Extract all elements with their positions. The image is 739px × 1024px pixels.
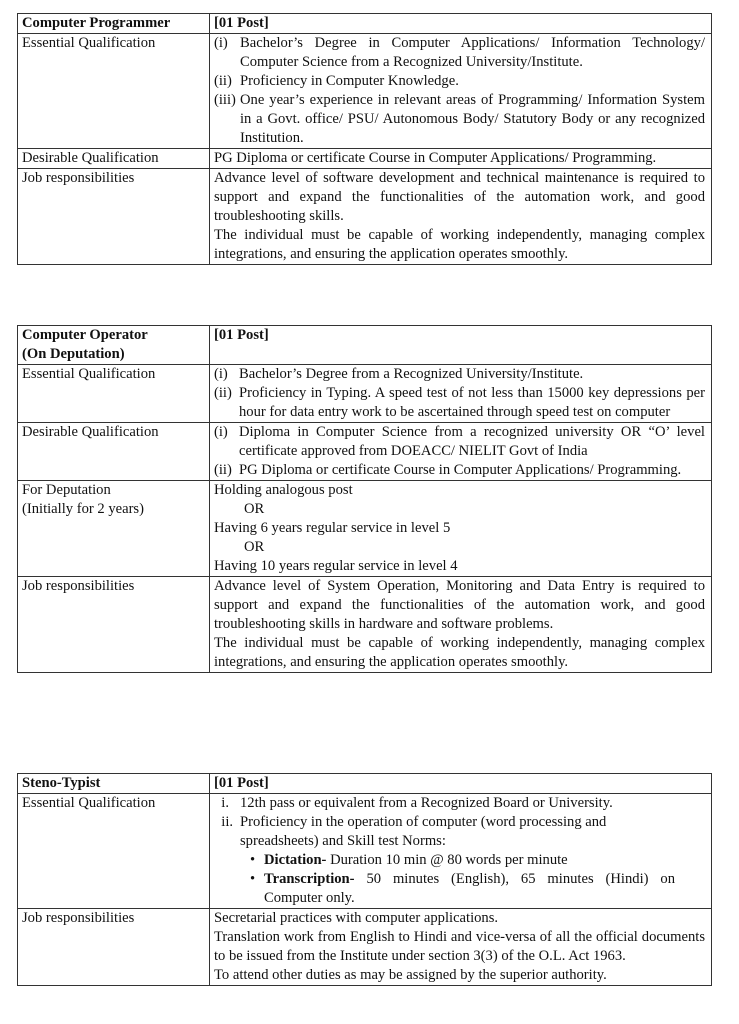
bullet-detail: Duration 10 min @ 80 words per minute <box>326 852 568 868</box>
deputation-label-line: For Deputation <box>22 482 111 498</box>
item-number: (i) <box>214 424 239 440</box>
bullet-item <box>250 870 705 908</box>
item-number: (i) <box>214 35 228 51</box>
list-item <box>214 384 705 422</box>
item-text: Bachelor’s Degree from a Recognized University/Institute. <box>239 366 584 382</box>
post-count: [01 Post] <box>210 14 712 34</box>
deputation-line: Having 10 years regular service in level 4 <box>214 558 458 574</box>
item-number: (ii) <box>214 73 232 89</box>
list-item <box>214 461 705 480</box>
computer-programmer-table <box>17 13 712 265</box>
paragraph: Advance level of software development and technical maintenance is required to support and expand the functionalities of the automation work, and good troubleshooting skills. <box>214 170 705 224</box>
bullet-text <box>264 851 568 870</box>
list-item <box>214 91 705 148</box>
item-text: Proficiency in the operation of computer (word processing and spreadsheets) and Skill test Norms: <box>240 814 607 849</box>
job-responsibilities-text <box>210 577 712 673</box>
post-count: [01 Post] <box>210 774 712 794</box>
desirable-qualification-label: Desirable Qualification <box>18 423 210 481</box>
essential-qualification-list <box>210 794 712 909</box>
item-number: (ii) <box>214 462 236 478</box>
post-title-line: (On Deputation) <box>22 346 125 362</box>
list-item <box>214 34 705 72</box>
steno-typist-table <box>17 773 712 986</box>
post-title-line: Computer Operator <box>22 327 148 343</box>
post-title <box>18 326 210 365</box>
item-text: Proficiency in Computer Knowledge. <box>240 73 459 89</box>
essential-qualification-list <box>210 34 712 149</box>
item-text: Diploma in Computer Science from a recognized university OR “O’ level certificate approved from DOEACC/ NIELIT Govt of India <box>239 424 705 459</box>
job-responsibilities-text <box>210 169 712 265</box>
paragraph: Translation work from English to Hindi and vice-versa of all the official documents to be issued from the Institute under section 3(3) of the O.L. Act 1963. <box>214 929 705 964</box>
job-responsibilities-label: Job responsibilities <box>18 909 210 986</box>
item-number: (ii) <box>214 385 236 401</box>
bullet-term: Dictation- <box>264 852 327 868</box>
bullet-item <box>250 851 705 870</box>
or-separator: OR <box>244 539 265 555</box>
job-responsibilities-label: Job responsibilities <box>18 577 210 673</box>
list-item <box>214 813 705 851</box>
list-item <box>214 365 705 384</box>
post-title: Steno-Typist <box>18 774 210 794</box>
essential-qualification-list <box>210 365 712 423</box>
desirable-qualification-text: PG Diploma or certificate Course in Computer Applications/ Programming. <box>210 149 712 169</box>
deputation-line: Holding analogous post <box>214 482 353 498</box>
list-item <box>214 423 705 461</box>
essential-qualification-label: Essential Qualification <box>18 34 210 149</box>
item-text: PG Diploma or certificate Course in Computer Applications/ Programming. <box>239 462 682 478</box>
post-title: Computer Programmer <box>18 14 210 34</box>
job-responsibilities-label: Job responsibilities <box>18 169 210 265</box>
deputation-label-line: (Initially for 2 years) <box>22 501 144 517</box>
paragraph: The individual must be capable of working independently, managing complex integrations, and ensuring the application operates smoothly. <box>214 635 705 670</box>
bullet-icon: • <box>250 852 256 868</box>
essential-qualification-label: Essential Qualification <box>18 794 210 909</box>
deputation-text <box>210 481 712 577</box>
desirable-qualification-list <box>210 423 712 481</box>
item-text: 12th pass or equivalent from a Recognized Board or University. <box>240 795 613 811</box>
item-text: Proficiency in Typing. A speed test of not less than 15000 key depressions per hour for data entry work to be ascertained through speed test on computer <box>239 385 705 420</box>
desirable-qualification-label: Desirable Qualification <box>18 149 210 169</box>
or-separator: OR <box>244 501 265 517</box>
item-number: (iii) <box>214 92 236 108</box>
bullet-icon: • <box>250 871 256 887</box>
list-item <box>214 794 705 813</box>
paragraph: Advance level of System Operation, Monitoring and Data Entry is required to support and expand the functionalities of the automation work, and good troubleshooting skills in hardware and software problems. <box>214 578 705 632</box>
deputation-line: Having 6 years regular service in level 5 <box>214 520 451 536</box>
item-text: Bachelor’s Degree in Computer Applications/ Information Technology/ Computer Science from a Recognized University/Institute. <box>240 35 705 70</box>
post-count: [01 Post] <box>210 326 712 365</box>
item-text: One year’s experience in relevant areas of Programming/ Information System in a Govt. office/ PSU/ Autonomous Body/ Statutory Body or any recognized Institution. <box>240 92 705 146</box>
job-responsibilities-text <box>210 909 712 986</box>
bullet-detail: 50 minutes (English), 65 minutes (Hindi) on Computer only. <box>264 871 675 906</box>
essential-qualification-label: Essential Qualification <box>18 365 210 423</box>
item-number: (i) <box>214 366 232 382</box>
paragraph: To attend other duties as may be assigned by the superior authority. <box>214 967 607 983</box>
computer-operator-table <box>17 325 712 673</box>
list-item <box>214 72 705 91</box>
bullet-term: Transcription- <box>264 871 355 887</box>
paragraph: Secretarial practices with computer applications. <box>214 910 499 926</box>
item-number: ii. <box>214 814 241 830</box>
item-number: i. <box>214 795 237 811</box>
bullet-text <box>264 870 705 908</box>
paragraph: The individual must be capable of working independently, managing complex integrations, and ensuring the application operates smoothly. <box>214 227 705 262</box>
deputation-label <box>18 481 210 577</box>
